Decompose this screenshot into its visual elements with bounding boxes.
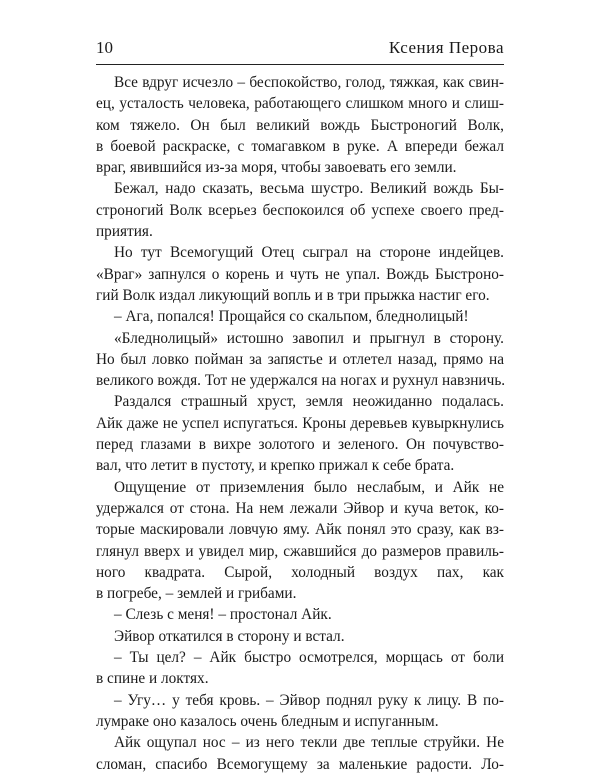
running-title: Ксения Перова — [388, 38, 504, 57]
text-line: в боевой раскраске, с томагавком в руке. А впереди бежал — [96, 137, 504, 155]
text-line: – Угу… у тебя кровь. – Эйвор поднял руку к лицу. В по- — [114, 691, 504, 709]
text-line: Все вдруг исчезло – беспокойство, голод, тяжкая, как свин- — [114, 74, 504, 91]
paragraph — [96, 604, 504, 625]
text-line: великого вождя. Тот не удержался на ногах и рухнул навзничь. — [96, 372, 506, 390]
text-line: в погребе, – землей и грибами. — [96, 585, 297, 603]
paragraph — [96, 391, 504, 476]
text-line: торые маскировали ловчую яму. Айк понял это сразу, как вз- — [96, 521, 504, 539]
text-line: – Ага, попался! Прощайся со скальпом, бледнолицый! — [114, 308, 469, 326]
text-line: Бежал, надо сказать, весьма шустро. Великий вождь Бы- — [114, 180, 504, 198]
text-line: вал, что летит в пустоту, и крепко прижал к себе брата. — [96, 457, 455, 475]
text-line: – Слезь с меня! – простонал Айк. — [114, 606, 332, 624]
text-line: «Бледнолицый» истошно завопил и прыгнул в сторону. — [114, 329, 504, 347]
text-line: удержался от стона. На нем лежали Эйвор и куча веток, ко- — [96, 499, 504, 517]
paragraph — [96, 647, 504, 690]
paragraph — [96, 477, 504, 605]
text-line: в спине и локтях. — [96, 670, 209, 688]
text-line: Эйвор откатился в сторону и встал. — [114, 627, 345, 645]
text-line: Но был ловко пойман за запястье и отлетел назад, прямо на — [96, 350, 504, 368]
text-line: лумраке оно казалось очень бледным и испуганным. — [96, 712, 439, 730]
text-line: враг, явившийся из-за моря, чтобы завоевать его земли. — [96, 159, 457, 177]
paragraph — [96, 328, 504, 392]
text-line: Айк ощупал нос – из него текли две теплые струйки. Не — [114, 734, 504, 752]
text-line: гий Волк издал ликующий вопль и в три прыжка настиг его. — [96, 286, 490, 304]
text-line: приятия. — [96, 223, 153, 241]
text-line: перед глазами в вихре золотого и зеленого. Он почувство- — [96, 436, 504, 454]
text-line: Ощущение от приземления было неслабым, и Айк не — [114, 478, 504, 496]
paragraph — [96, 626, 504, 647]
paragraph — [96, 178, 504, 242]
paragraph — [96, 72, 504, 178]
paragraph — [96, 242, 504, 306]
body-text — [96, 72, 504, 775]
text-line: сломан, спасибо Всемогущему за маленькие радости. Ло- — [96, 755, 504, 773]
page-header — [96, 36, 504, 60]
text-line: глянул вверх и увидел мир, сжавшийся до размеров правиль- — [96, 542, 504, 560]
paragraph — [96, 306, 504, 327]
text-line: Но тут Всемогущий Отец сыграл на стороне индейцев. — [114, 244, 504, 262]
text-line: ного квадрата. Сырой, холодный воздух пах, как — [96, 563, 504, 581]
page-number: 10 — [96, 38, 113, 57]
text-line: ком тяжело. Он был великий вождь Быстроногий Волк, — [96, 116, 504, 134]
text-line: «Враг» запнулся о корень и чуть не упал. Вождь Быстроно- — [96, 265, 504, 283]
paragraph — [96, 732, 504, 775]
text-line: ец, усталость человека, работающего слишком много и слиш- — [96, 95, 504, 113]
paragraph — [96, 690, 504, 733]
text-line: Раздался страшный хруст, земля неожиданно подалась. — [114, 393, 504, 411]
text-line: – Ты цел? – Айк быстро осмотрелся, морщась от боли — [114, 649, 504, 667]
header-rule — [96, 64, 504, 65]
text-line: Айк даже не успел испугаться. Кроны деревьев кувыркнулись — [96, 414, 504, 432]
text-line: строногий Волк всерьез беспокоился об успехе своего пред- — [96, 201, 504, 219]
